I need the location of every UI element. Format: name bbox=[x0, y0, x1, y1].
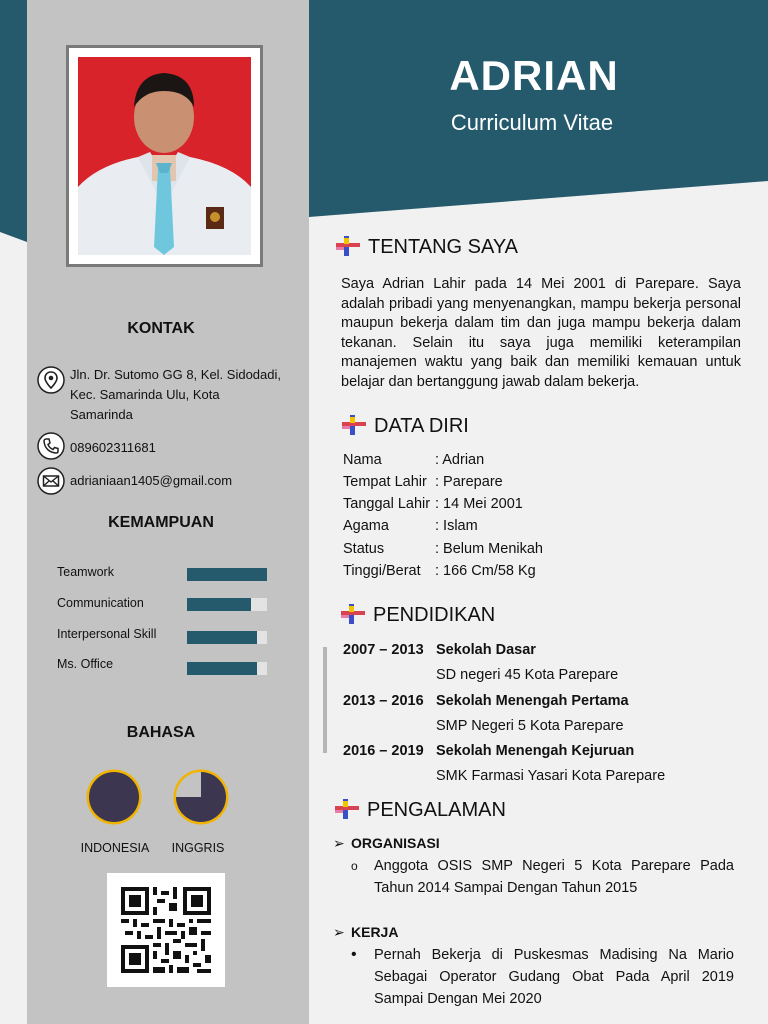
field-key: Tinggi/Berat bbox=[343, 563, 421, 579]
skill-label: Interpersonal Skill bbox=[57, 627, 157, 641]
field-value: : Parepare bbox=[435, 474, 503, 490]
experience-item: Anggota OSIS SMP Negeri 5 Kota Parepare Pada Tahun 2014 Sampai Dengan Tahun 2015 bbox=[374, 858, 734, 896]
divider bbox=[323, 647, 327, 753]
arrow-icon: ➢ bbox=[333, 835, 345, 851]
profile-photo-frame bbox=[66, 45, 263, 267]
field-key: Tempat Lahir bbox=[343, 474, 427, 490]
qr-code bbox=[107, 873, 225, 987]
field-value: : 166 Cm/58 Kg bbox=[435, 563, 536, 579]
arrow-icon: ➢ bbox=[333, 924, 345, 940]
field-value: : Belum Menikah bbox=[435, 541, 543, 557]
address-line: Kec. Samarinda Ulu, Kota bbox=[70, 387, 220, 402]
contact-heading: KONTAK bbox=[127, 320, 195, 337]
skill-bar-fill bbox=[187, 568, 267, 581]
dot-bullet-icon: • bbox=[351, 946, 357, 963]
skill-label: Ms. Office bbox=[57, 657, 114, 671]
skill-label: Communication bbox=[57, 596, 144, 610]
address-line: Samarinda bbox=[70, 407, 133, 422]
education-level: Sekolah Menengah Kejuruan bbox=[436, 743, 635, 759]
education-years: 2013 – 2016 bbox=[343, 693, 424, 709]
category-label: ORGANISASI bbox=[351, 835, 440, 851]
experience-category bbox=[333, 924, 398, 941]
skills-heading: KEMAMPUAN bbox=[108, 514, 214, 531]
skill-bar bbox=[187, 568, 267, 581]
name-heading: ADRIAN bbox=[449, 52, 619, 99]
about-title: TENTANG SAYA bbox=[368, 236, 519, 258]
field-key: Status bbox=[343, 541, 385, 557]
field-key: Agama bbox=[343, 518, 389, 534]
field-value: : Islam bbox=[435, 518, 478, 534]
skill-label: Teamwork bbox=[57, 565, 114, 579]
section-cross-icon bbox=[335, 799, 359, 819]
section-cross-icon bbox=[336, 236, 360, 256]
education-years: 2007 – 2013 bbox=[343, 642, 424, 658]
skill-bar-fill bbox=[187, 662, 257, 675]
phone-icon bbox=[37, 432, 65, 460]
contact-email: adrianiaan1405@gmail.com bbox=[70, 473, 233, 488]
personal-data-title: DATA DIRI bbox=[374, 415, 469, 437]
section-cross-icon bbox=[341, 604, 365, 624]
language-label: INGGRIS bbox=[171, 841, 225, 855]
education-level: Sekolah Menengah Pertama bbox=[436, 693, 629, 709]
education-years: 2016 – 2019 bbox=[343, 743, 424, 759]
language-inggris-chart bbox=[171, 767, 231, 827]
subtitle: Curriculum Vitae bbox=[450, 110, 614, 135]
experience-item: Pernah Bekerja di Puskesmas Madising Na Mario Sebagai Operator Gudang Obat Pada April 2019 Sampai Dengan Mei 2020 bbox=[374, 947, 734, 1007]
about-text: Saya Adrian Lahir pada 14 Mei 2001 di Parepare. Saya adalah pribadi yang menyenangkan, mampu bekerja personal maupun bekerja dalam tim dan juga mampu bekerja dalam tekanan. Selain itu saya juga memiliki keterampilan manajemen waktu yang baik dan memiliki kemauan untuk belajar dan bertanggung jawab dalam bekerja. bbox=[341, 276, 741, 390]
education-level: Sekolah Dasar bbox=[436, 642, 536, 658]
contact-address bbox=[70, 365, 310, 425]
profile-photo bbox=[78, 57, 251, 255]
skill-bar-fill bbox=[187, 631, 257, 644]
language-level-fill bbox=[89, 772, 139, 822]
skill-bar bbox=[187, 598, 267, 611]
education-school: SMK Farmasi Yasari Kota Parepare bbox=[436, 768, 666, 784]
languages-heading: BAHASA bbox=[126, 724, 196, 741]
field-key: Tanggal Lahir bbox=[343, 496, 431, 512]
skill-bar-fill bbox=[187, 598, 251, 611]
language-indonesia-chart bbox=[84, 767, 144, 827]
experience-category bbox=[333, 835, 440, 852]
address-line: Jln. Dr. Sutomo GG 8, Kel. Sidodadi, bbox=[70, 367, 281, 382]
field-value: : Adrian bbox=[435, 452, 485, 468]
skill-bar bbox=[187, 662, 267, 675]
skill-bar bbox=[187, 631, 267, 644]
contact-phone: 089602311681 bbox=[70, 440, 156, 455]
section-cross-icon bbox=[342, 415, 366, 435]
education-title: PENDIDIKAN bbox=[373, 604, 496, 626]
education-school: SD negeri 45 Kota Parepare bbox=[436, 667, 619, 683]
field-key: Nama bbox=[343, 452, 382, 468]
circle-bullet-icon: o bbox=[351, 859, 358, 873]
field-value: : 14 Mei 2001 bbox=[435, 496, 523, 512]
location-pin-icon bbox=[37, 366, 65, 394]
education-school: SMP Negeri 5 Kota Parepare bbox=[436, 718, 624, 734]
email-icon bbox=[37, 467, 65, 495]
category-label: KERJA bbox=[351, 924, 399, 940]
experience-title: PENGALAMAN bbox=[367, 799, 506, 821]
language-label: INDONESIA bbox=[80, 841, 150, 855]
